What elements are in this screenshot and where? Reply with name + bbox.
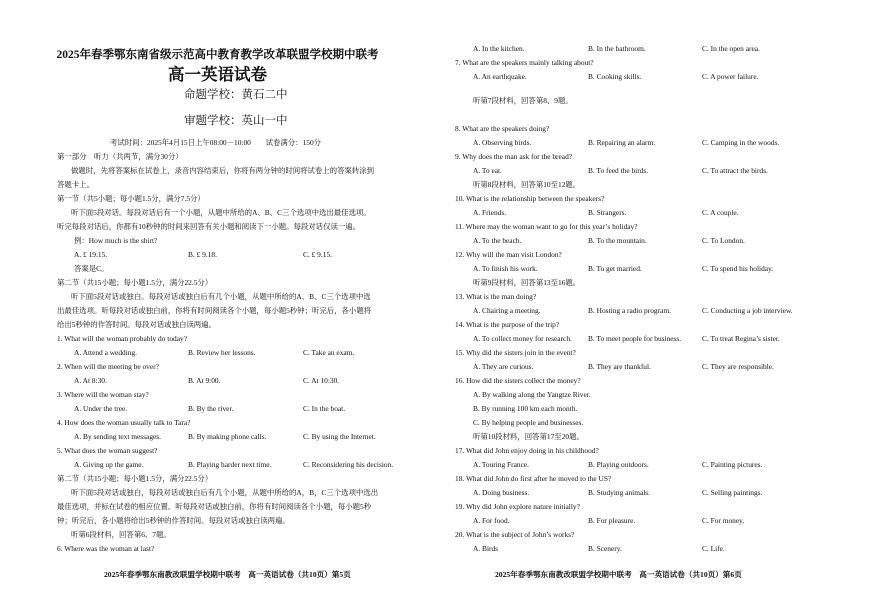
question-10: 10. What is the relationship between the speakers? — [455, 194, 605, 203]
q14-option-b: B. To meet people for business. — [588, 334, 682, 343]
q10-option-a: A. Friends. — [473, 208, 507, 217]
question-3: 3. Where will the woman stay? — [57, 390, 149, 399]
question-13: 13. What is the man doing? — [455, 292, 537, 301]
listen-material-7: 听第7段材料，回答第8、9题。 — [473, 96, 573, 105]
section2b-note-cont: 最佳选项，并标在试卷的相应位置。听每段对话或独白前，你将有时间阅读各个小题，每小题5秒 — [57, 502, 372, 511]
listen-material-10: 听第10段材料，回答第17至20题。 — [473, 432, 584, 441]
q9-option-b: B. To feed the birds. — [588, 166, 649, 175]
q4-option-c: C. By using the Internet. — [303, 432, 376, 441]
q5-option-b: B. Playing harder next time. — [188, 460, 272, 469]
page-footer-right: 2025年春季鄂东南教改联盟学校期中联考 高一英语试卷（共10页）第6页 — [495, 570, 742, 579]
question-15: 15. Why did the sisters join in the event? — [455, 348, 576, 357]
q7-option-b: B. Cooking skills. — [588, 72, 642, 81]
right-page — [435, 0, 870, 602]
question-6: 6. Where was the woman at last? — [57, 544, 155, 553]
question-7: 7. What are the speakers mainly talking about? — [455, 58, 594, 67]
q19-option-a: A. For food. — [473, 516, 510, 525]
example-answer: 答案是C。 — [74, 264, 109, 273]
q18-option-b: B. Studying animals. — [588, 488, 651, 497]
q18-option-c: C. Selling paintings. — [702, 488, 763, 497]
section2b-note: 听下面5段对话或独白，每段对话或独白后有几个小题，从题中所给的A，B，C三个选项中选出 — [71, 488, 379, 497]
q9-option-c: C. To attract the birds. — [702, 166, 768, 175]
question-1: 1. What will the woman probably do today? — [57, 334, 187, 343]
q19-option-b: B. For pleasure. — [588, 516, 636, 525]
q5-option-c: C. Reconsidering his decision. — [303, 460, 394, 469]
q4-option-b: B. By making phone calls. — [188, 432, 267, 441]
q13-option-b: B. Hosting a radio program. — [588, 306, 671, 315]
part1-note-cont: 答题卡上。 — [57, 180, 94, 189]
reviewer-school: 审题学校：英山一中 — [184, 115, 288, 127]
q17-option-b: B. Playing outdoors. — [588, 460, 649, 469]
question-12: 12. Why will the man visit London? — [455, 250, 562, 259]
q18-option-a: A. Doing business. — [473, 488, 530, 497]
q7-option-a: A. An earthquake. — [473, 72, 527, 81]
section1-note: 听下面5段对话。每段对话后有一个小题，从题中所给的A、B、C三个选项中选出最佳选项。 — [71, 208, 371, 217]
exam-subtitle: 高一英语试卷 — [168, 65, 267, 84]
q1-option-a: A. Attend a wedding. — [74, 348, 138, 357]
exam-info: 考试时间：2025年4月15日上午08:00－10:00 试卷满分：150分 — [110, 138, 322, 147]
example-option-c: C. £ 9.15. — [303, 250, 332, 259]
part1-heading: 第一部分 听力（共两节，满分30分） — [57, 152, 183, 161]
q20-option-b: B. Scenery. — [588, 544, 622, 553]
q6-option-a: A. In the kitchen. — [473, 44, 525, 53]
q11-option-b: B. To the mountain. — [588, 236, 647, 245]
q1-option-b: B. Review her lessons. — [188, 348, 256, 357]
section2-note-cont: 出最佳选项。听每段对话或独白前，你将有时间阅读各个小题，每小题5秒钟；听完后，各小题将 — [57, 306, 372, 315]
q8-option-c: C. Camping in the woods. — [702, 138, 780, 147]
listen-material-6: 听第6段材料，回答第6、7题。 — [71, 530, 171, 539]
q16-option-a: A. By walking along the Yangtze River. — [473, 390, 591, 399]
section2-heading: 第二节（共15小题；每小题1.5分，满分22.5分） — [57, 278, 213, 287]
question-11: 11. Where may the woman want to go for this year’s holiday? — [455, 222, 638, 231]
q2-option-c: C. At 10:30. — [303, 376, 340, 385]
question-5: 5. What does the woman suggest? — [57, 446, 158, 455]
q2-option-a: A. At 8:30. — [74, 376, 107, 385]
q19-option-c: C. For money. — [702, 516, 745, 525]
q8-option-b: B. Repairing an alarm. — [588, 138, 656, 147]
q1-option-c: C. Take an exam. — [303, 348, 355, 357]
q6-option-b: B. In the bathroom. — [588, 44, 646, 53]
q13-option-c: C. Conducting a job interview. — [702, 306, 793, 315]
exam-title: 2025年春季鄂东南省级示范高中教育教学改革联盟学校期中联考 — [56, 49, 379, 61]
q12-option-a: A. To finish his work. — [473, 264, 538, 273]
question-8: 8. What are the speakers doing? — [455, 124, 550, 133]
q12-option-b: B. To get married. — [588, 264, 642, 273]
section2b-heading: 第二节（共15小题；每小题1.5分，满分22.5分） — [57, 474, 213, 483]
q17-option-c: C. Painting pictures. — [702, 460, 763, 469]
q11-option-a: A. To the beach. — [473, 236, 522, 245]
question-2: 2. When will the meeting be over? — [57, 362, 159, 371]
q9-option-a: A. To eat. — [473, 166, 502, 175]
q8-option-a: A. Observing birds. — [473, 138, 532, 147]
section2-note-end: 给出5秒钟的作答时间。每段对话或独白读两遍。 — [57, 320, 216, 329]
section2b-note-end: 钟；听完后，各小题将给出5秒钟的作答时间。每段对话或独白读两遍。 — [57, 516, 290, 525]
section2-note: 听下面5段对话或独白。每段对话或独白后有几个小题，从题中所给的A、B、C三个选项中选 — [71, 292, 371, 301]
example-option-b: B. £ 9.18. — [188, 250, 217, 259]
q10-option-c: C. A couple. — [702, 208, 739, 217]
setter-school: 命题学校：黄石二中 — [184, 89, 288, 101]
q15-option-b: B. They are thankful. — [588, 362, 651, 371]
q7-option-c: C. A power failure. — [702, 72, 759, 81]
listen-material-8: 听第8段材料，回答第10至12题。 — [473, 180, 581, 189]
question-18: 18. What did John do first after he moved to the US? — [455, 474, 612, 483]
question-9: 9. Why does the man ask for the bread? — [455, 152, 573, 161]
part1-note: 做题时，先将答案标在试卷上，录音内容结束后，你将有两分钟的时间将试卷上的答案转涂到 — [71, 166, 375, 175]
question-17: 17. What did John enjoy doing in his childhood? — [455, 446, 599, 455]
q3-option-a: A. Under the tree. — [74, 404, 128, 413]
q16-option-c: C. By helping people and businesses. — [473, 418, 584, 427]
q3-option-b: B. By the river. — [188, 404, 234, 413]
q6-option-c: C. In the open area. — [702, 44, 760, 53]
q11-option-c: C. To London. — [702, 236, 745, 245]
q15-option-a: A. They are curious. — [473, 362, 534, 371]
q14-option-c: C. To treat Regina’s sister. — [702, 334, 780, 343]
example-question: 例：How much is the shirt? — [74, 236, 158, 245]
q4-option-a: A. By sending text messages. — [74, 432, 162, 441]
page-footer-left: 2025年春季鄂东南教改联盟学校期中联考 高一英语试卷（共10页）第5页 — [104, 570, 351, 579]
q15-option-c: C. They are responsible. — [702, 362, 774, 371]
q12-option-c: C. To spend his holiday. — [702, 264, 774, 273]
section1-heading: 第一节（共5小题；每小题1.5分，满分7.5分） — [57, 194, 205, 203]
question-19: 19. Why did John explore nature initially? — [455, 502, 580, 511]
question-4: 4. How does the woman usually talk to Tara? — [57, 418, 191, 427]
q20-option-a: A. Birds — [473, 544, 499, 553]
q16-option-b: B. By running 100 km each month. — [473, 404, 578, 413]
listen-material-9: 听第9段材料，回答第13至16题。 — [473, 278, 581, 287]
question-16: 16. How did the sisters collect the money? — [455, 376, 581, 385]
q3-option-c: C. In the boat. — [303, 404, 346, 413]
q17-option-a: A. Touring France. — [473, 460, 529, 469]
q20-option-c: C. Life. — [702, 544, 725, 553]
example-option-a: A. £ 19.15. — [74, 250, 108, 259]
q5-option-a: A. Giving up the game. — [74, 460, 144, 469]
q10-option-b: B. Strangers. — [588, 208, 627, 217]
q13-option-a: A. Chairing a meeting. — [473, 306, 541, 315]
section1-note-cont: 听完每段对话后，你都有10秒钟的时间来回答有关小题和阅读下一小题。每段对话仅读一遍。 — [57, 222, 361, 231]
q2-option-b: B. At 9:00. — [188, 376, 221, 385]
question-20: 20. What is the subject of John’s works? — [455, 530, 575, 539]
question-14: 14. What is the purpose of the trip? — [455, 320, 560, 329]
q14-option-a: A. To collect money for research. — [473, 334, 572, 343]
